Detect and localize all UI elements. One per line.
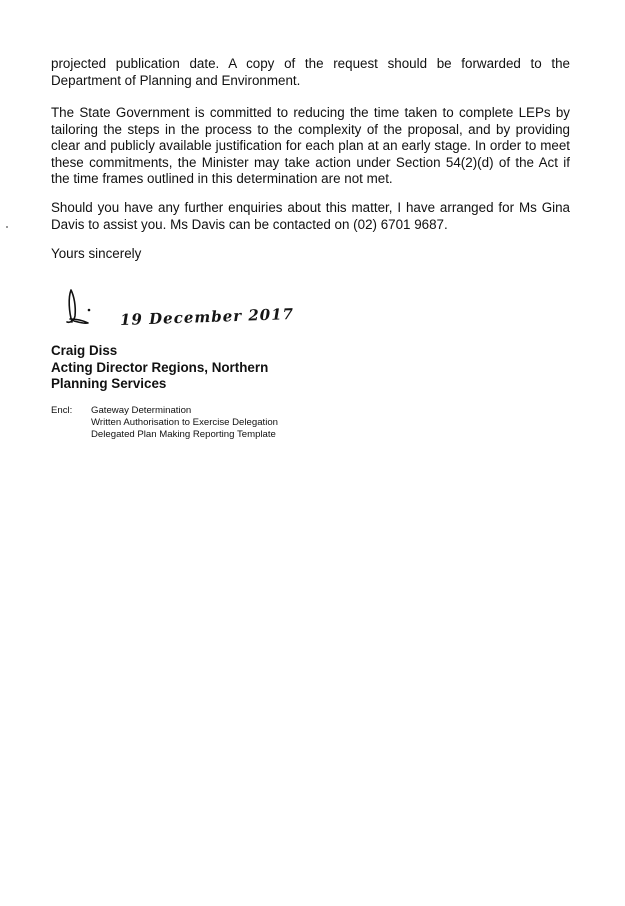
handwritten-signature [62,286,110,330]
margin-mark [6,226,8,228]
closing-salutation: Yours sincerely [51,246,142,261]
paragraph-enquiries-contact: Should you have any further enquiries about this matter, I have arranged for Ms Gina Davis to assist you. Ms Davis can be contacted on (02) 6701 9687. [51,200,570,232]
signer-title-line-1: Acting Director Regions, Northern [51,359,269,375]
enclosure-item: Written Authorisation to Exercise Delegation [91,417,278,428]
signer-title-line-2: Planning Services [51,376,167,391]
signer-block [51,343,268,393]
paragraph-publication-request: projected publication date. A copy of the request should be forwarded to the Department of Planning and Environment. [51,56,570,88]
paragraph-government-commitment: The State Government is committed to reducing the time taken to complete LEPs by tailoring the steps in the process to the complexity of the proposal, and by providing clear and publicly available justification for each plan at an early stage. In order to meet these commitments, the Minister may take action under Section 54(2)(d) of the Act if the time frames outlined in this determination are not met. [51,105,570,186]
enclosure-item: Gateway Determination [91,405,192,416]
enclosures-list [91,405,278,441]
signer-name: Craig Diss [51,343,118,358]
handwritten-signature-date: 19 December 2017 [119,304,295,330]
enclosures-label: Encl: [51,405,73,416]
enclosure-item: Delegated Plan Making Reporting Template [91,429,276,440]
